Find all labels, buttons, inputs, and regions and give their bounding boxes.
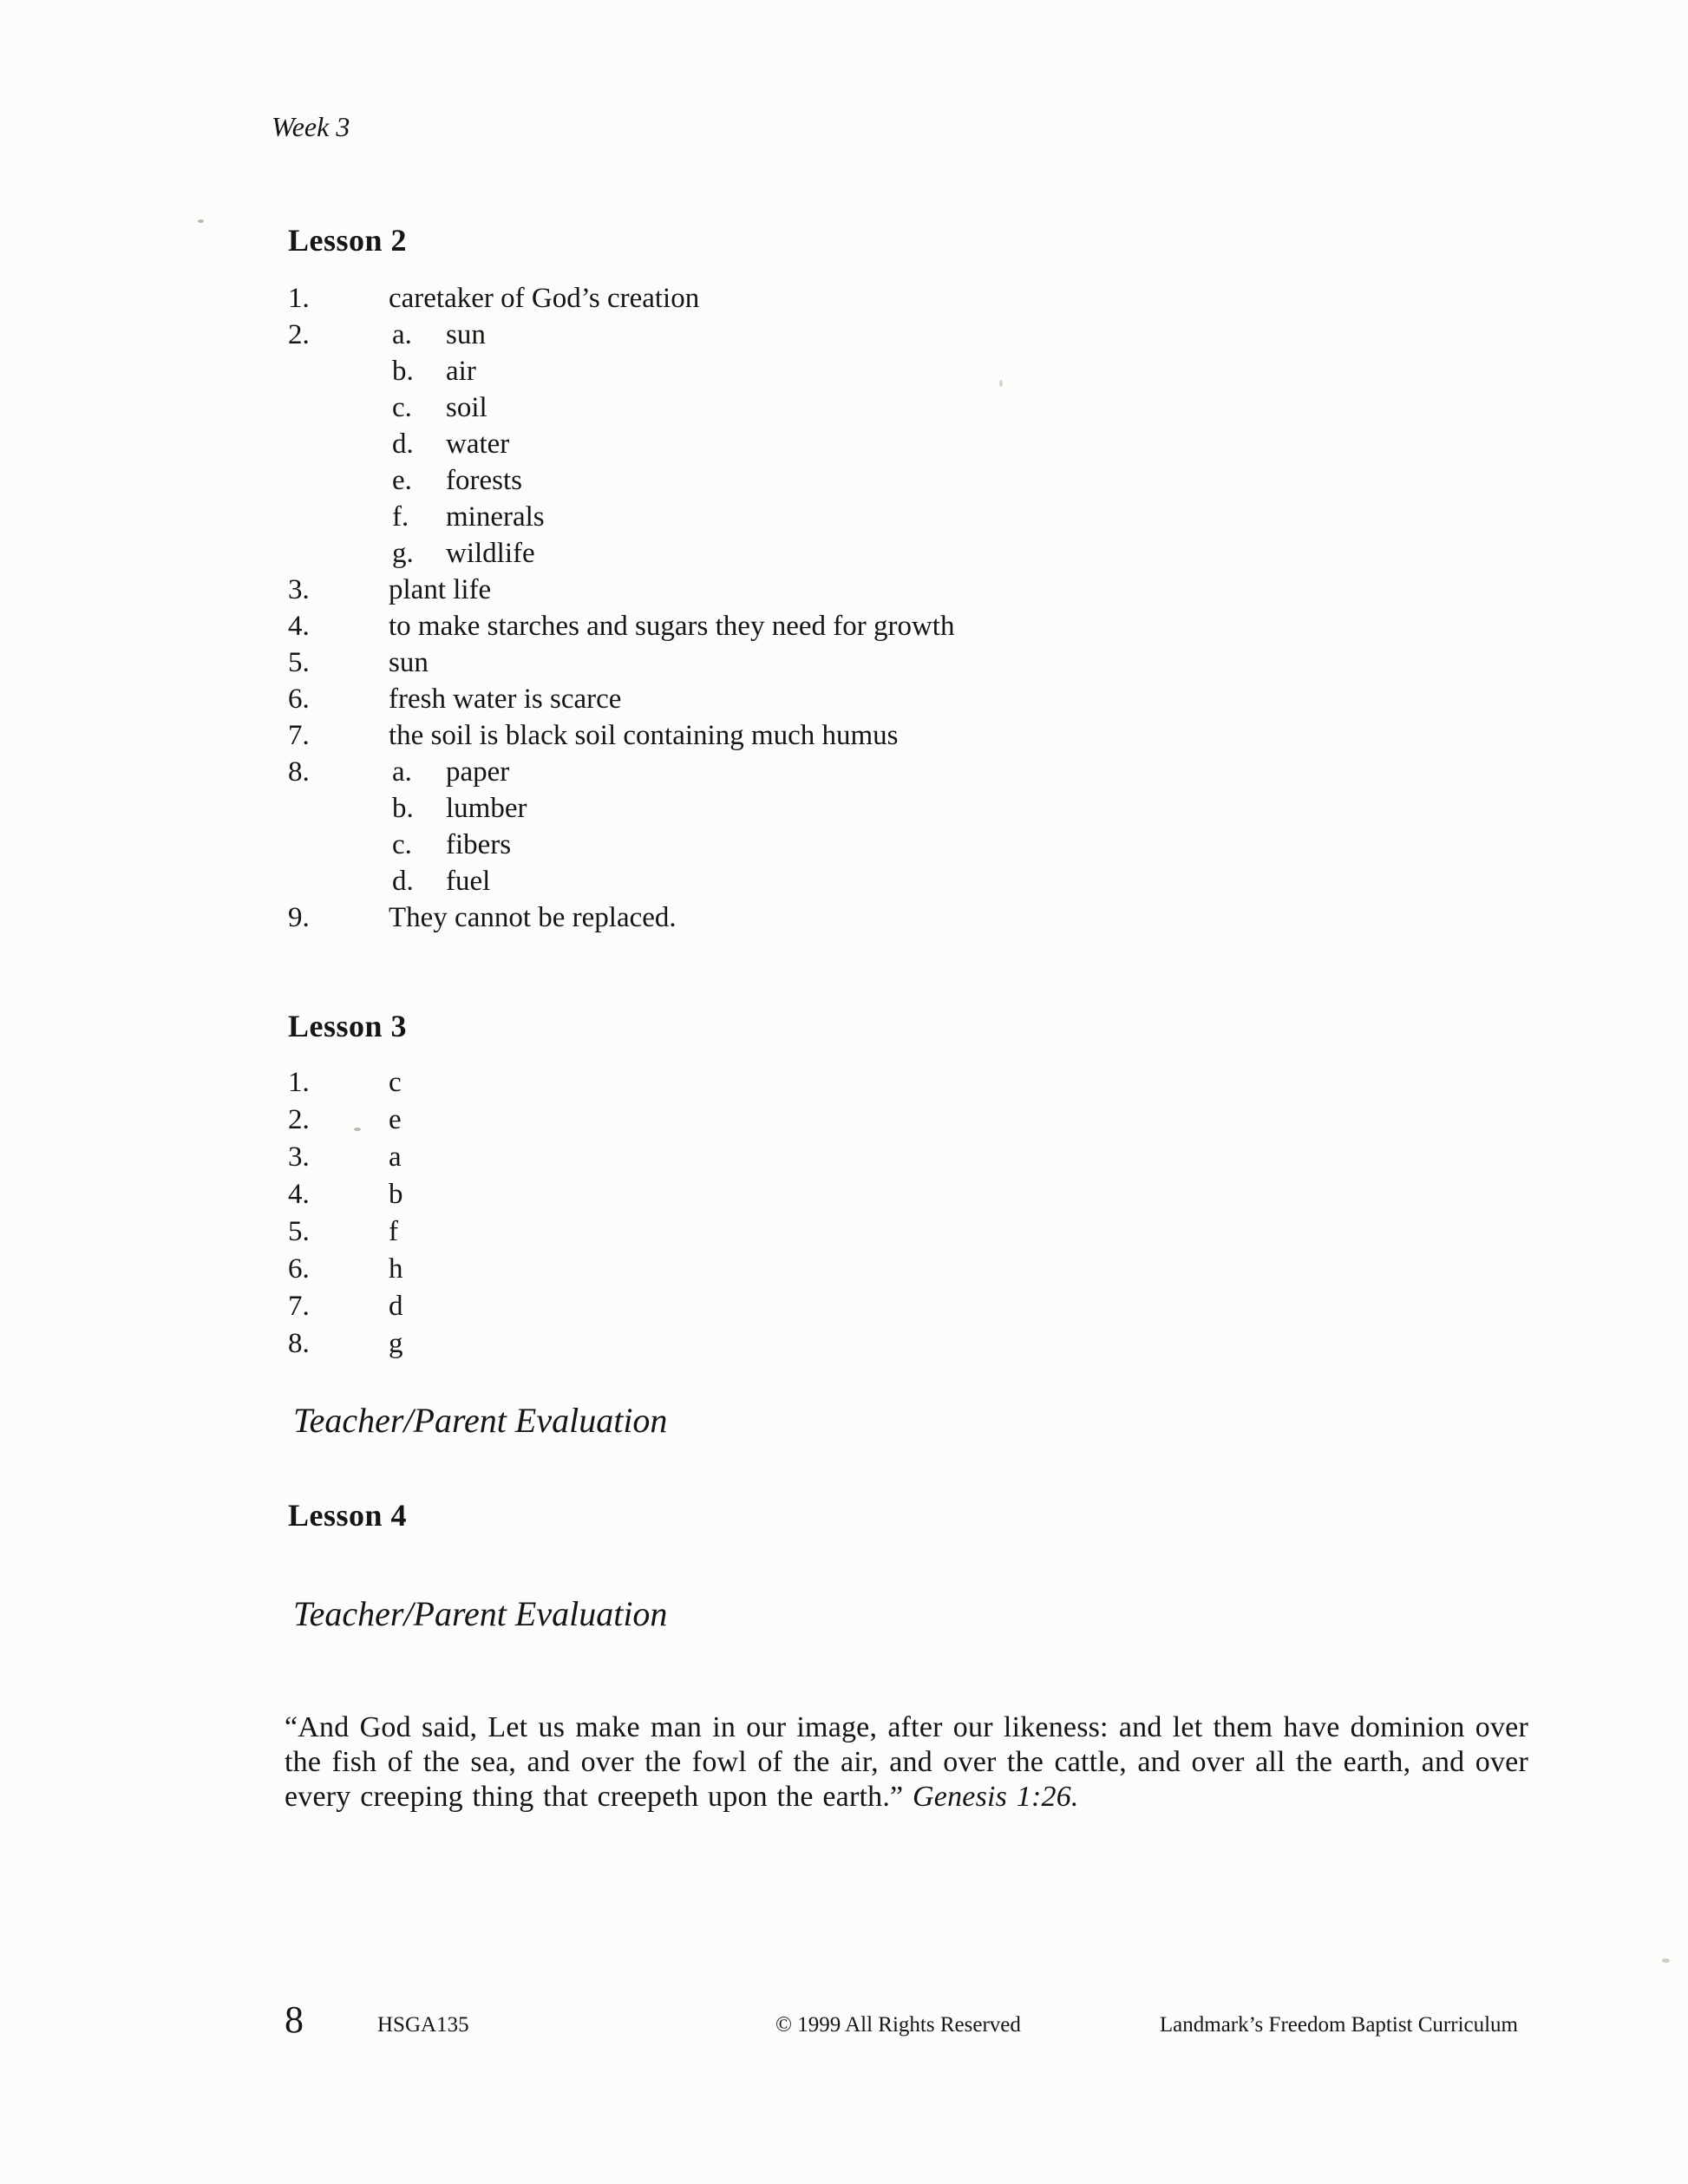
answer-text: d <box>389 1291 403 1322</box>
answer-row <box>288 280 954 317</box>
answer-text: e <box>389 1104 402 1135</box>
teacher-parent-evaluation-2: Teacher/Parent Evaluation <box>293 1594 668 1633</box>
lesson3-answer-list <box>288 1064 403 1363</box>
answer-letter: d. <box>392 428 414 460</box>
answer-text: sun <box>389 647 429 678</box>
answer-row <box>288 462 954 499</box>
answer-row <box>288 644 954 681</box>
answer-number: 7. <box>288 1291 310 1322</box>
lesson2-answer-list <box>288 280 954 936</box>
answer-text: water <box>446 428 510 460</box>
answer-text: c <box>389 1067 402 1098</box>
answer-row <box>288 1064 403 1102</box>
answer-row <box>288 1213 403 1251</box>
answer-text: minerals <box>446 501 545 533</box>
answer-text: g <box>389 1328 403 1359</box>
answer-letter: e. <box>392 465 412 496</box>
answer-text: plant life <box>389 574 492 605</box>
answer-number: 5. <box>288 1216 310 1247</box>
answer-letter: f. <box>392 501 409 533</box>
answer-row <box>288 717 954 754</box>
answer-number: 2. <box>288 1104 310 1135</box>
answer-number: 5. <box>288 647 310 678</box>
answer-text: fresh water is scarce <box>389 683 622 715</box>
page-number: 8 <box>285 1998 304 2041</box>
answer-text: sun <box>446 319 486 350</box>
lesson4-title: Lesson 4 <box>288 1498 408 1533</box>
answer-text: They cannot be replaced. <box>389 902 677 933</box>
answer-letter: b. <box>392 793 414 824</box>
answer-row <box>288 426 954 462</box>
answer-number: 1. <box>288 1067 310 1098</box>
answer-text: forests <box>446 465 522 496</box>
scripture-quote-text: “And God said, Let us make man in our image, after our likeness: and let them have dominion over the fish of the sea, and over the fowl of the air, and over the cattle, and over all the earth, and over every creeping thing that creepeth upon the earth.” <box>285 1711 1528 1813</box>
answer-row <box>288 863 954 899</box>
answer-text: wildlife <box>446 538 535 569</box>
answer-row <box>288 754 954 790</box>
answer-row <box>288 790 954 827</box>
answer-text: caretaker of God’s creation <box>389 283 700 314</box>
answer-letter: b. <box>392 356 414 387</box>
scan-speck <box>1662 1958 1670 1963</box>
answer-number: 7. <box>288 720 310 751</box>
answer-number: 1. <box>288 283 310 314</box>
answer-row <box>288 1251 403 1288</box>
scripture-reference: Genesis 1:26. <box>913 1781 1079 1813</box>
answer-number: 8. <box>288 1328 310 1359</box>
answer-number: 4. <box>288 611 310 642</box>
answer-letter: d. <box>392 866 414 897</box>
lesson3-title: Lesson 3 <box>288 1009 408 1043</box>
answer-number: 9. <box>288 902 310 933</box>
answer-text: soil <box>446 392 487 423</box>
answer-text: the soil is black soil containing much humus <box>389 720 899 751</box>
answer-text: air <box>446 356 476 387</box>
answer-row <box>288 353 954 389</box>
scan-speck <box>198 219 204 223</box>
week-label: Week 3 <box>272 111 350 142</box>
publisher-name: Landmark’s Freedom Baptist Curriculum <box>1159 2013 1518 2037</box>
scan-speck <box>999 380 1003 387</box>
curriculum-code: HSGA135 <box>377 2013 469 2037</box>
answer-row <box>288 1288 403 1325</box>
answer-text: b <box>389 1179 403 1210</box>
copyright-notice: © 1999 All Rights Reserved <box>775 2013 1021 2037</box>
answer-text: h <box>389 1253 403 1285</box>
answer-row <box>288 535 954 572</box>
answer-text: a <box>389 1141 402 1173</box>
answer-number: 3. <box>288 574 310 605</box>
answer-row <box>288 1176 403 1213</box>
scan-speck <box>354 1128 361 1131</box>
answer-letter: g. <box>392 538 414 569</box>
scripture-quote <box>285 1710 1528 1815</box>
answer-row <box>288 572 954 608</box>
answer-text: fibers <box>446 829 512 860</box>
answer-number: 2. <box>288 319 310 350</box>
answer-letter: c. <box>392 829 412 860</box>
answer-number: 4. <box>288 1179 310 1210</box>
lesson2-title: Lesson 2 <box>288 223 408 258</box>
teacher-parent-evaluation-1: Teacher/Parent Evaluation <box>293 1401 668 1440</box>
answer-letter: a. <box>392 756 412 788</box>
answer-row <box>288 1325 403 1363</box>
answer-row <box>288 1139 403 1176</box>
answer-letter: c. <box>392 392 412 423</box>
answer-row <box>288 899 954 936</box>
answer-row <box>288 827 954 863</box>
answer-text: lumber <box>446 793 527 824</box>
answer-row <box>288 317 954 353</box>
answer-letter: a. <box>392 319 412 350</box>
answer-number: 6. <box>288 1253 310 1285</box>
answer-text: to make starches and sugars they need for growth <box>389 611 955 642</box>
answer-number: 8. <box>288 756 310 788</box>
answer-row <box>288 1102 403 1139</box>
answer-number: 3. <box>288 1141 310 1173</box>
answer-text: fuel <box>446 866 491 897</box>
answer-row <box>288 608 954 644</box>
answer-text: f <box>389 1216 398 1247</box>
answer-number: 6. <box>288 683 310 715</box>
answer-row <box>288 681 954 717</box>
answer-row <box>288 499 954 535</box>
answer-text: paper <box>446 756 510 788</box>
answer-row <box>288 389 954 426</box>
